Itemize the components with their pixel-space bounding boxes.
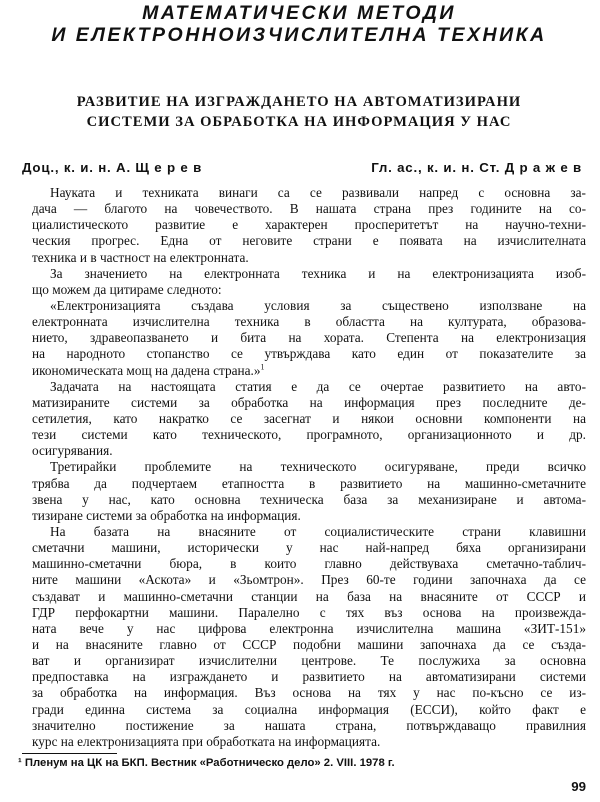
article-title-line-1: РАЗВИТИЕ НА ИЗГРАЖДАНЕТО НА АВТОМАТИЗИРАНИ xyxy=(76,94,522,110)
page-number: 99 xyxy=(571,779,586,794)
body-line: курс на електронизацията при обработката на информацията. xyxy=(32,733,381,749)
body-line: «Електронизацията създава условия за съществено използване на xyxy=(50,297,586,313)
document-page xyxy=(0,2,600,802)
body-line xyxy=(32,363,586,379)
footnote-marker[interactable]: 1 xyxy=(260,362,265,372)
footnote-divider xyxy=(22,753,117,754)
body-line: дача — благото на човечеството. В нашата страна през годините на со- xyxy=(32,201,586,217)
body-line: създават и машинно-сметачни станции на база на внасяните от СССР и xyxy=(32,588,586,604)
body-line: Науката и техниката винаги са се развивали напред с основна за- xyxy=(50,185,586,200)
body-line: Третирайки проблемите на техническото осигуряване, преди всичко xyxy=(50,459,586,475)
body-line: матизираните системи за обработка на информация през последните де- xyxy=(32,394,586,410)
body-line: звена у нас, като основна техническа база за механизиране и автома- xyxy=(32,491,586,507)
body-line: на народното стопанство се утвърждава като един от показателите за xyxy=(32,346,586,362)
body-line: ГДР перфокартни машини. Паралелно с тях въз основа на произвежда- xyxy=(32,604,586,620)
body-line: На базата на внасяните от социалистическите страни клавишни xyxy=(50,523,586,539)
authors xyxy=(12,160,586,175)
body-line: тизиране системи за обработка на информация. xyxy=(32,507,301,523)
body-line: ните машини «Аскота» и «Зьомтрон». През 60-те години започнаха да се xyxy=(32,572,586,588)
footnote: ¹ Пленум на ЦК на БКП. Вестник «Работническо дело» 2. VIII. 1978 г. xyxy=(18,756,395,769)
section-header xyxy=(12,2,586,46)
body-line: машинно-сметачни бюра, в които главно действуваха сметачно-таблич- xyxy=(32,556,586,572)
body-line: За значението на електронната техника и на електронизацията изоб- xyxy=(50,265,586,281)
body-line: що можем да цитираме следното: xyxy=(32,281,222,297)
body-line: циалистическото развитие е характерен просперитетът на научно-техни- xyxy=(32,217,586,233)
body-line: електронната изчислителна техника в областта на културата, образова- xyxy=(32,314,586,330)
body-line: трябва да подчертаем етапността в развитието на машинно-сметачните xyxy=(32,475,586,491)
body-line: сметачни машини, исторически у нас най-напред бяха организирани xyxy=(32,540,586,556)
body-line: и на внасяните главно от СССР подобни машини започнаха да се създа- xyxy=(32,636,586,652)
body-line: ната вече у нас цифрова електронна изчислителна машина «ЗИТ-151» xyxy=(32,620,586,636)
article-title xyxy=(12,92,586,132)
section-header-line-1: МАТЕМАТИЧЕСКИ МЕТОДИ xyxy=(142,2,456,24)
body-line: за обработка на информация. Въз основа на тях у нас по-късно се из- xyxy=(32,685,586,701)
body-line: ческия прогрес. Една от неговите страни е появата на изчислителната xyxy=(32,233,586,249)
body-line: техника и в частност на електронната. xyxy=(32,249,249,265)
body-line: тези системи като техническото, програмното, организационното и др. xyxy=(32,427,586,443)
body-line: сетилетия, като накратко се засегнат и някои основни компоненти на xyxy=(32,410,586,426)
body-line: осигурявания. xyxy=(32,443,113,459)
body-line: ват и организират изчислителни центрове. Те послужиха за основна xyxy=(32,653,586,669)
section-header-line-2: И ЕЛЕКТРОННОИЗЧИСЛИТЕЛНА ТЕХНИКА xyxy=(51,24,547,46)
author-left: Доц., к. и. н. А. Щ е р е в xyxy=(22,160,203,175)
body-line: предпоставка на изграждането и развитието на автоматизирани системи xyxy=(32,669,586,685)
body-line: гради единна система за социална информация (ЕССИ), който факт е xyxy=(32,701,586,717)
body-line: Задачата на настоящата статия е да се очертае развитието на авто- xyxy=(50,378,586,394)
article-title-line-2: СИСТЕМИ ЗА ОБРАБОТКА НА ИНФОРМАЦИЯ У НАС xyxy=(86,114,512,130)
quote-end-text: икономическата мощ на дадена страна.» xyxy=(32,362,261,378)
body-line: нието, здравеопазването и бита на хората. Степента на електронизация xyxy=(32,330,586,346)
author-right: Гл. ас., к. и. н. Ст. Д р а ж е в xyxy=(371,160,582,175)
article-body xyxy=(12,185,586,750)
body-line: значително постижение за нашата страна, потвърждаващо правилния xyxy=(32,717,586,733)
